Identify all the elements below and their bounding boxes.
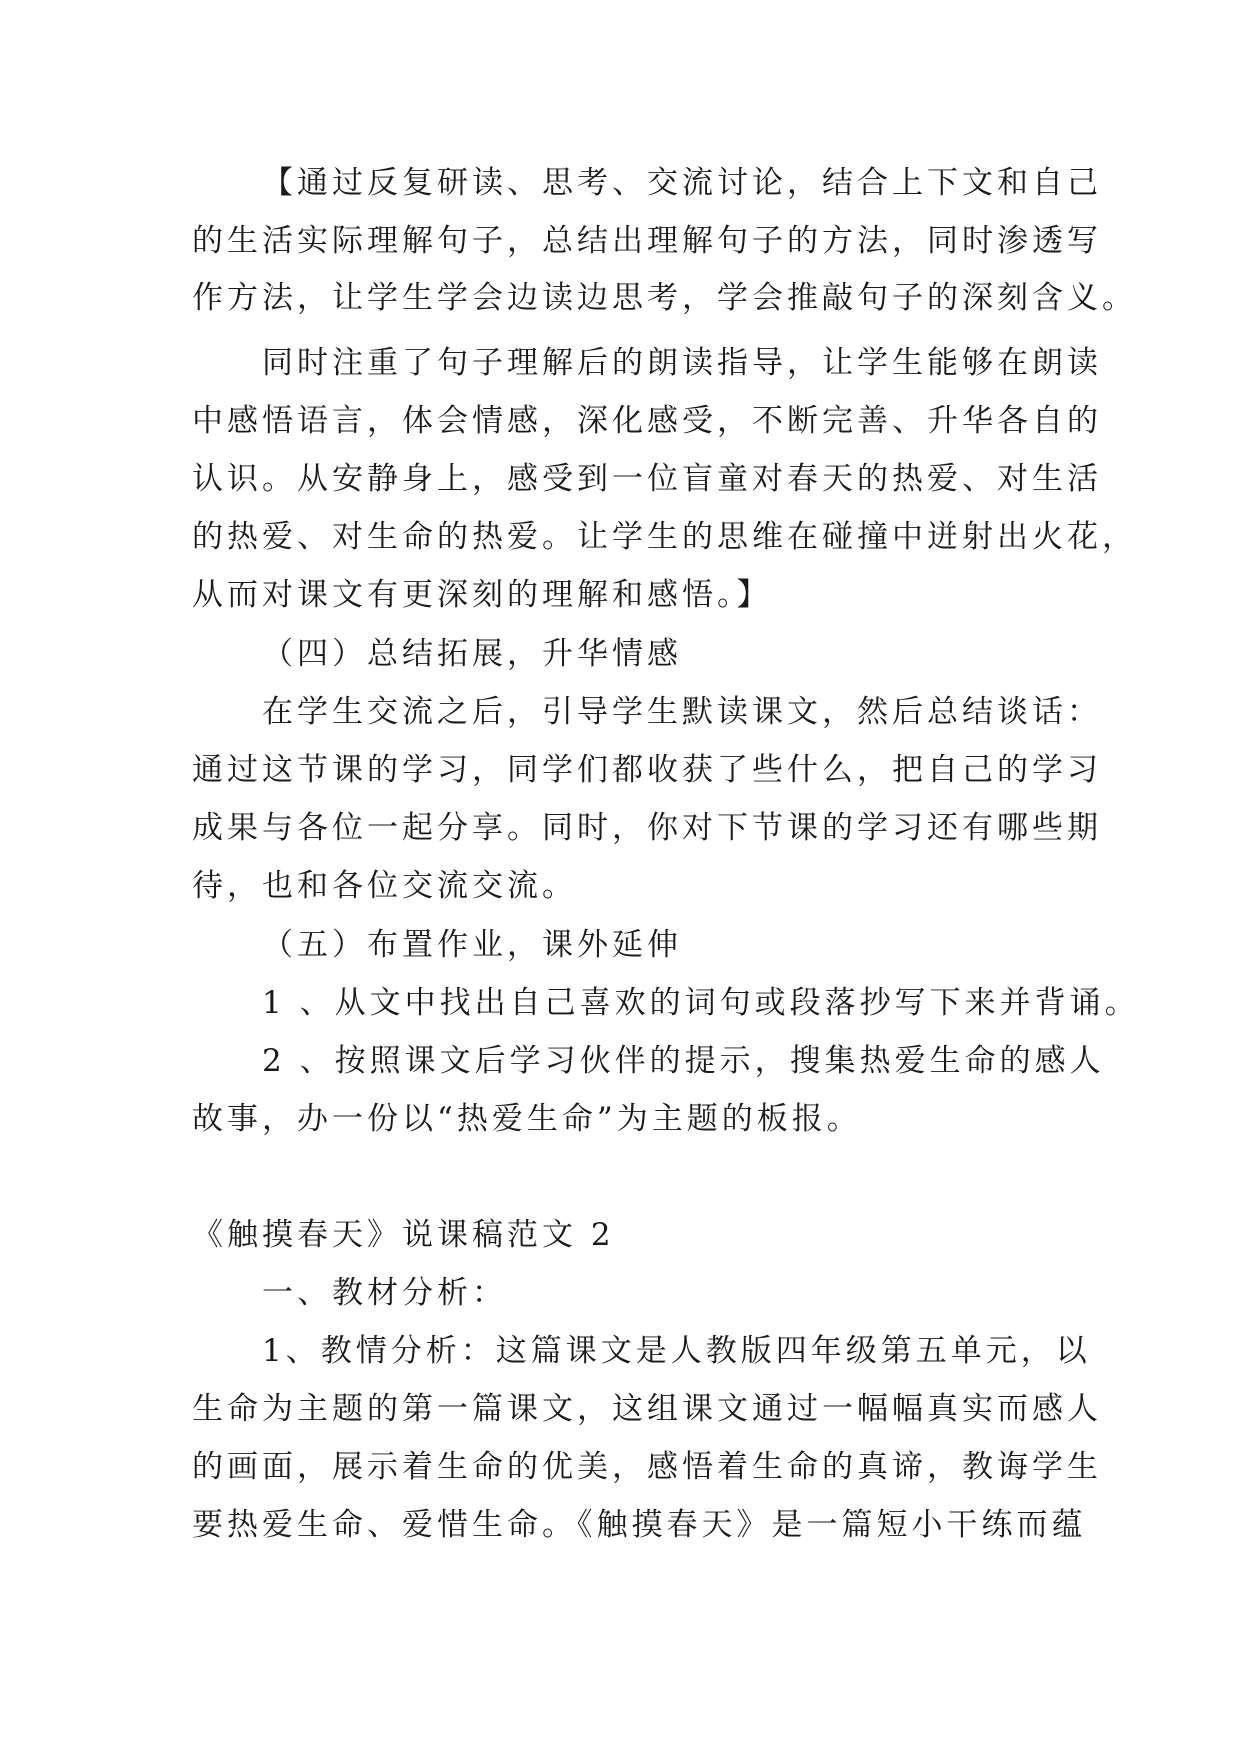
text-line: 在学生交流之后，引导学生默读课文，然后总结谈话：: [262, 694, 1102, 730]
text-line: 【通过反复研读、思考、交流讨论，结合上下文和自己: [262, 165, 1102, 201]
text-line: 的热爱、对生命的热爱。让学生的思维在碰撞中迸射出火花，: [192, 519, 1137, 555]
text-line: 生命为主题的第一篇课文，这组课文通过一幅幅真实而感人: [192, 1391, 1102, 1427]
section-heading: （四）总结拓展，升华情感: [262, 636, 682, 672]
text-line: 1、教情分析：这篇课文是人教版四年级第五单元，以: [262, 1333, 1091, 1369]
text-line: 中感悟语言，体会情感，深化感受，不断完善、升华各自的: [192, 403, 1102, 439]
document-title: 《触摸春天》说课稿范文 2: [192, 1217, 615, 1253]
text-line: 作方法，让学生学会边读边思考，学会推敲句子的深刻含义。: [192, 280, 1137, 316]
text-line: 成果与各位一起分享。同时，你对下节课的学习还有哪些期: [192, 810, 1102, 846]
text-line: 认识。从安静身上，感受到一位盲童对春天的热爱、对生活: [192, 461, 1102, 497]
text-line: 的画面，展示着生命的优美，感悟着生命的真谛，教诲学生: [192, 1449, 1102, 1485]
section-heading: 一、教材分析：: [262, 1275, 507, 1311]
text-line: 故事，办一份以“热爱生命”为主题的板报。: [192, 1101, 862, 1137]
text-line: 待，也和各位交流交流。: [192, 868, 577, 904]
text-line: 从而对课文有更深刻的理解和感悟。】: [192, 577, 772, 613]
list-item: 1 、从文中找出自己喜欢的词句或段落抄写下来并背诵。: [262, 985, 1140, 1021]
text-line: 同时注重了句子理解后的朗读指导，让学生能够在朗读: [262, 345, 1102, 381]
text-line: 的生活实际理解句子，总结出理解句子的方法，同时渗透写: [192, 223, 1102, 259]
text-line: 通过这节课的学习，同学们都收获了些什么，把自己的学习: [192, 752, 1102, 788]
list-item: 2 、按照课文后学习伙伴的提示，搜集热爱生命的感人: [262, 1043, 1105, 1079]
text-line: 要热爱生命、爱惜生命。《触摸春天》是一篇短小干练而蕴: [192, 1507, 1087, 1543]
section-heading: （五）布置作业，课外延伸: [262, 927, 682, 963]
